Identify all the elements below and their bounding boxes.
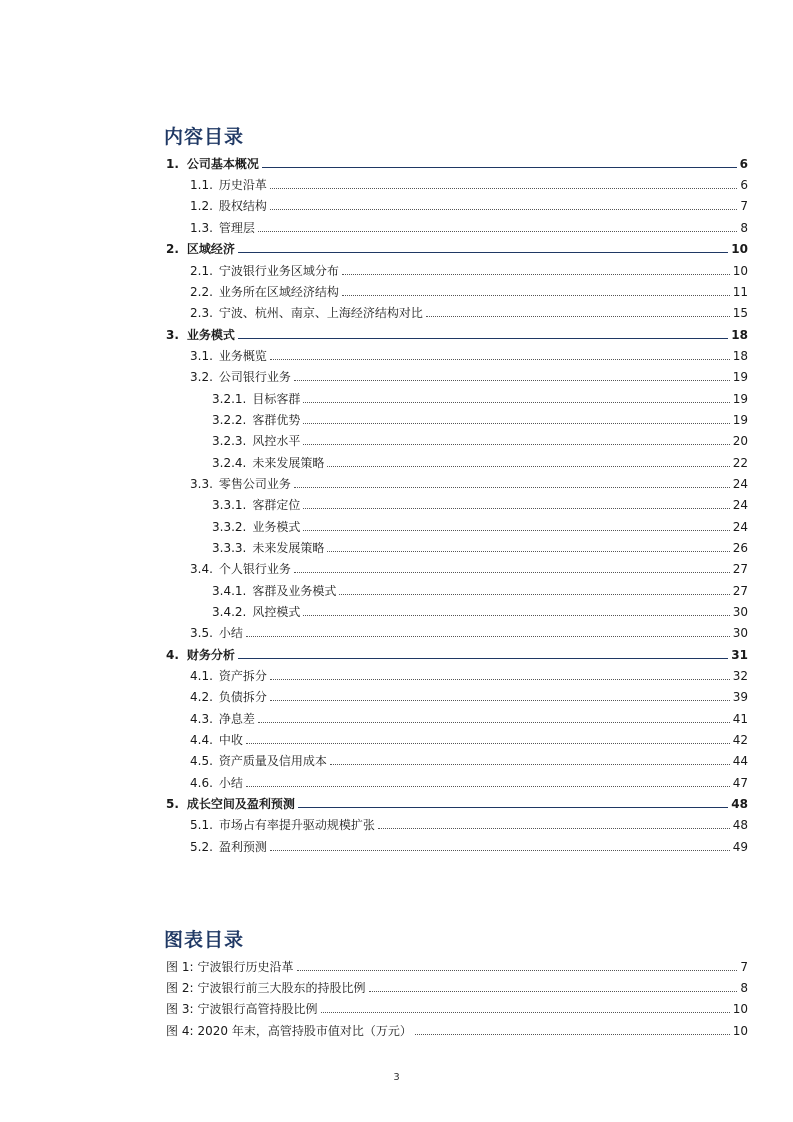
toc-entry[interactable]: 2. 区域经济 10 (166, 242, 748, 256)
toc-entry[interactable]: 1.2. 股权结构 7 (190, 199, 748, 213)
toc-entry[interactable]: 3.3.2. 业务模式 24 (212, 520, 748, 534)
toc-entry[interactable]: 5.1. 市场占有率提升驱动规模扩张 48 (190, 818, 748, 832)
toc-entry[interactable]: 3.3.3. 未来发展策略 26 (212, 541, 748, 555)
toc-entry[interactable]: 4. 财务分析 31 (166, 648, 748, 662)
figure-entry[interactable]: 图 2: 宁波银行前三大股东的持股比例 8 (166, 981, 748, 995)
figures-title: 图表目录 (164, 929, 245, 951)
toc-entry[interactable]: 3.2. 公司银行业务 19 (190, 370, 748, 384)
toc-entry[interactable]: 4.1. 资产拆分 32 (190, 669, 748, 683)
figure-entry[interactable]: 图 4: 2020 年末，高管持股市值对比（万元） 10 (166, 1024, 748, 1038)
figure-entry[interactable]: 图 3: 宁波银行高管持股比例 10 (166, 1002, 748, 1016)
page-number: 3 (393, 1072, 400, 1083)
toc-entry[interactable]: 3.2.4. 未来发展策略 22 (212, 456, 748, 470)
toc-entry[interactable]: 3.2.2. 客群优势 19 (212, 413, 748, 427)
toc-entry[interactable]: 2.3. 宁波、杭州、南京、上海经济结构对比 15 (190, 306, 748, 320)
toc-entry[interactable]: 3. 业务模式 18 (166, 328, 748, 342)
toc-entry[interactable]: 5.2. 盈利预测 49 (190, 840, 748, 854)
toc-entry[interactable]: 3.4.1. 客群及业务模式 27 (212, 584, 748, 598)
toc-entry[interactable]: 3.3. 零售公司业务 24 (190, 477, 748, 491)
toc-entry[interactable]: 1. 公司基本概况 6 (166, 157, 748, 171)
toc-entry[interactable]: 4.2. 负债拆分 39 (190, 690, 748, 704)
toc-entry[interactable]: 4.4. 中收 42 (190, 733, 748, 747)
toc-entry[interactable]: 3.2.1. 目标客群 19 (212, 392, 748, 406)
toc-entry[interactable]: 2.1. 宁波银行业务区域分布 10 (190, 264, 748, 278)
toc-entry[interactable]: 3.3.1. 客群定位 24 (212, 498, 748, 512)
toc-title: 内容目录 (164, 126, 245, 148)
toc-entry[interactable]: 3.1. 业务概览 18 (190, 349, 748, 363)
toc-entry[interactable]: 4.5. 资产质量及信用成本 44 (190, 754, 748, 768)
toc-entry[interactable]: 1.1. 历史沿革 6 (190, 178, 748, 192)
toc-entry[interactable]: 3.4.2. 风控模式 30 (212, 605, 748, 619)
toc-entry[interactable]: 3.4. 个人银行业务 27 (190, 562, 748, 576)
figure-entry[interactable]: 图 1: 宁波银行历史沿革 7 (166, 960, 748, 974)
toc-entry[interactable]: 3.2.3. 风控水平 20 (212, 434, 748, 448)
toc-entry[interactable]: 4.3. 净息差 41 (190, 712, 748, 726)
toc-entry[interactable]: 1.3. 管理层 8 (190, 221, 748, 235)
toc-entry[interactable]: 5. 成长空间及盈利预测 48 (166, 797, 748, 811)
toc-entry[interactable]: 3.5. 小结 30 (190, 626, 748, 640)
toc-entry[interactable]: 4.6. 小结 47 (190, 776, 748, 790)
toc-entry[interactable]: 2.2. 业务所在区域经济结构 11 (190, 285, 748, 299)
